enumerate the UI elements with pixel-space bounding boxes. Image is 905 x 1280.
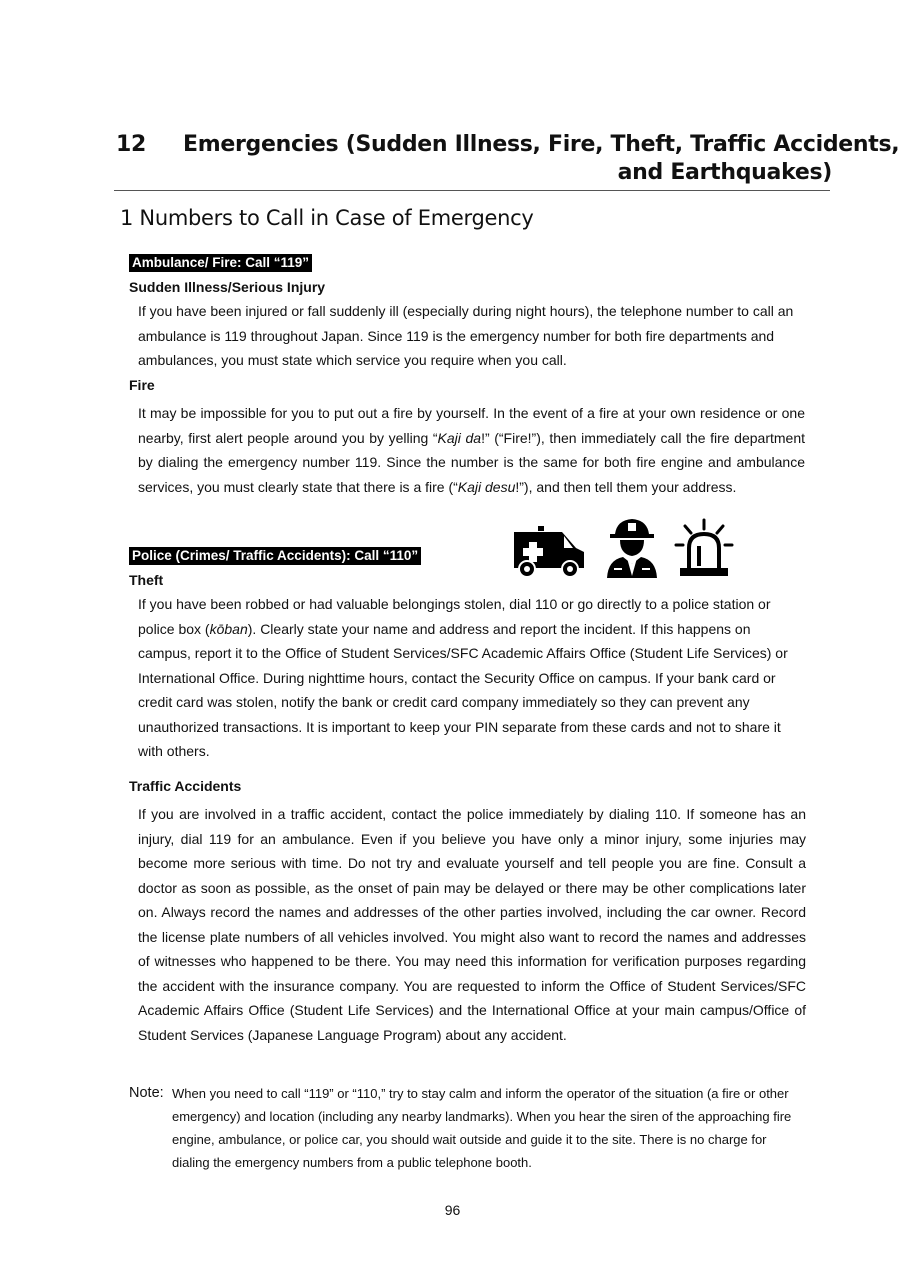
ambulance-fire-label: Ambulance/ Fire: Call “119” bbox=[129, 254, 312, 272]
police-label: Police (Crimes/ Traffic Accidents): Call “110” bbox=[129, 547, 421, 565]
sudden-illness-text: If you have been injured or fall suddenly ill (especially during night hours), the telephone number to call an ambulance is 119 throughout Japan. Since 119 is the emergency number for both fire departments and ambulances, you must state which service you require when you call. bbox=[138, 303, 794, 368]
section-title: 1 Numbers to Call in Case of Emergency bbox=[120, 206, 534, 230]
emergency-icons bbox=[510, 514, 735, 580]
sudden-illness-heading: Sudden Illness/Serious Injury bbox=[129, 279, 326, 295]
traffic-text: If you are involved in a traffic accident, contact the police immediately by dialing 110. If someone has an injury, dial 119 for an ambulance. Even if you believe you have only a minor injury, some injuries may become more serious with time. Do not try and evaluate yourself and tell people you are fine. Consult a doctor as soon as possible, as the onset of pain may be delayed or there may be other complications later on. Always record the names and addresses of the other parties involved, including the car owner. Record the license plate numbers of all vehicles involved. You might also want to record the names and addresses of witnesses who happened to be there. You may need this information for verification purposes regarding the accident with the insurance company. You are requested to inform the Office of Student Services/SFC Academic Affairs Office (Student Life Services) and the International Office at your main campus/Office of Student Services (Japanese Language Program) about any accident. bbox=[138, 806, 806, 1043]
page-number: 96 bbox=[444, 1202, 461, 1218]
fire-text: It may be impossible for you to put out a fire by yourself. In the event of a fire at your own residence or one nearby, first alert people around you by yelling “Kaji da!” (“Fire!”), then immediately call the fire department by dialing the emergency number 119. Since the number is the same for both fire engine and ambulance services, you must clearly state that there is a fire (“Kaji desu!”), and then tell them your address. bbox=[138, 405, 805, 495]
firefighter-icon bbox=[605, 516, 659, 580]
theft-text: If you have been robbed or had valuable belongings stolen, dial 110 or go directly to a police station or police box (kōban). Clearly state your name and address and report the incident. If this happens on campus, report it to the Office of Student Services/SFC Academic Affairs Office (Student Life Services) or International Office. During nighttime hours, contact the Security Office on campus. If your bank card or credit card was stolen, notify the bank or credit card company immediately so they can prevent any unauthorized transactions. It is important to keep your PIN separate from these cards and not to share it with others. bbox=[138, 596, 788, 759]
chapter-title-line-1: Emergencies (Sudden Illness, Fire, Theft, Traffic Accidents, bbox=[183, 132, 900, 157]
fire-heading: Fire bbox=[129, 377, 155, 393]
note-label: Note: bbox=[129, 1085, 164, 1101]
traffic-heading: Traffic Accidents bbox=[129, 778, 242, 794]
chapter-title-line-2: and Earthquakes) bbox=[617, 160, 832, 185]
siren-icon bbox=[673, 518, 735, 580]
title-divider bbox=[114, 190, 830, 191]
chapter-number: 12 bbox=[116, 132, 147, 157]
theft-heading: Theft bbox=[129, 572, 164, 588]
ambulance-icon bbox=[510, 524, 588, 580]
note-text: When you need to call “119” or “110,” try to stay calm and inform the operator of the situation (a fire or other emergency) and location (including any nearby landmarks). When you hear the siren of the approaching fire engine, ambulance, or police car, you should wait outside and guide it to the site. There is no charge for dialing the emergency numbers from a public telephone booth. bbox=[172, 1086, 792, 1170]
